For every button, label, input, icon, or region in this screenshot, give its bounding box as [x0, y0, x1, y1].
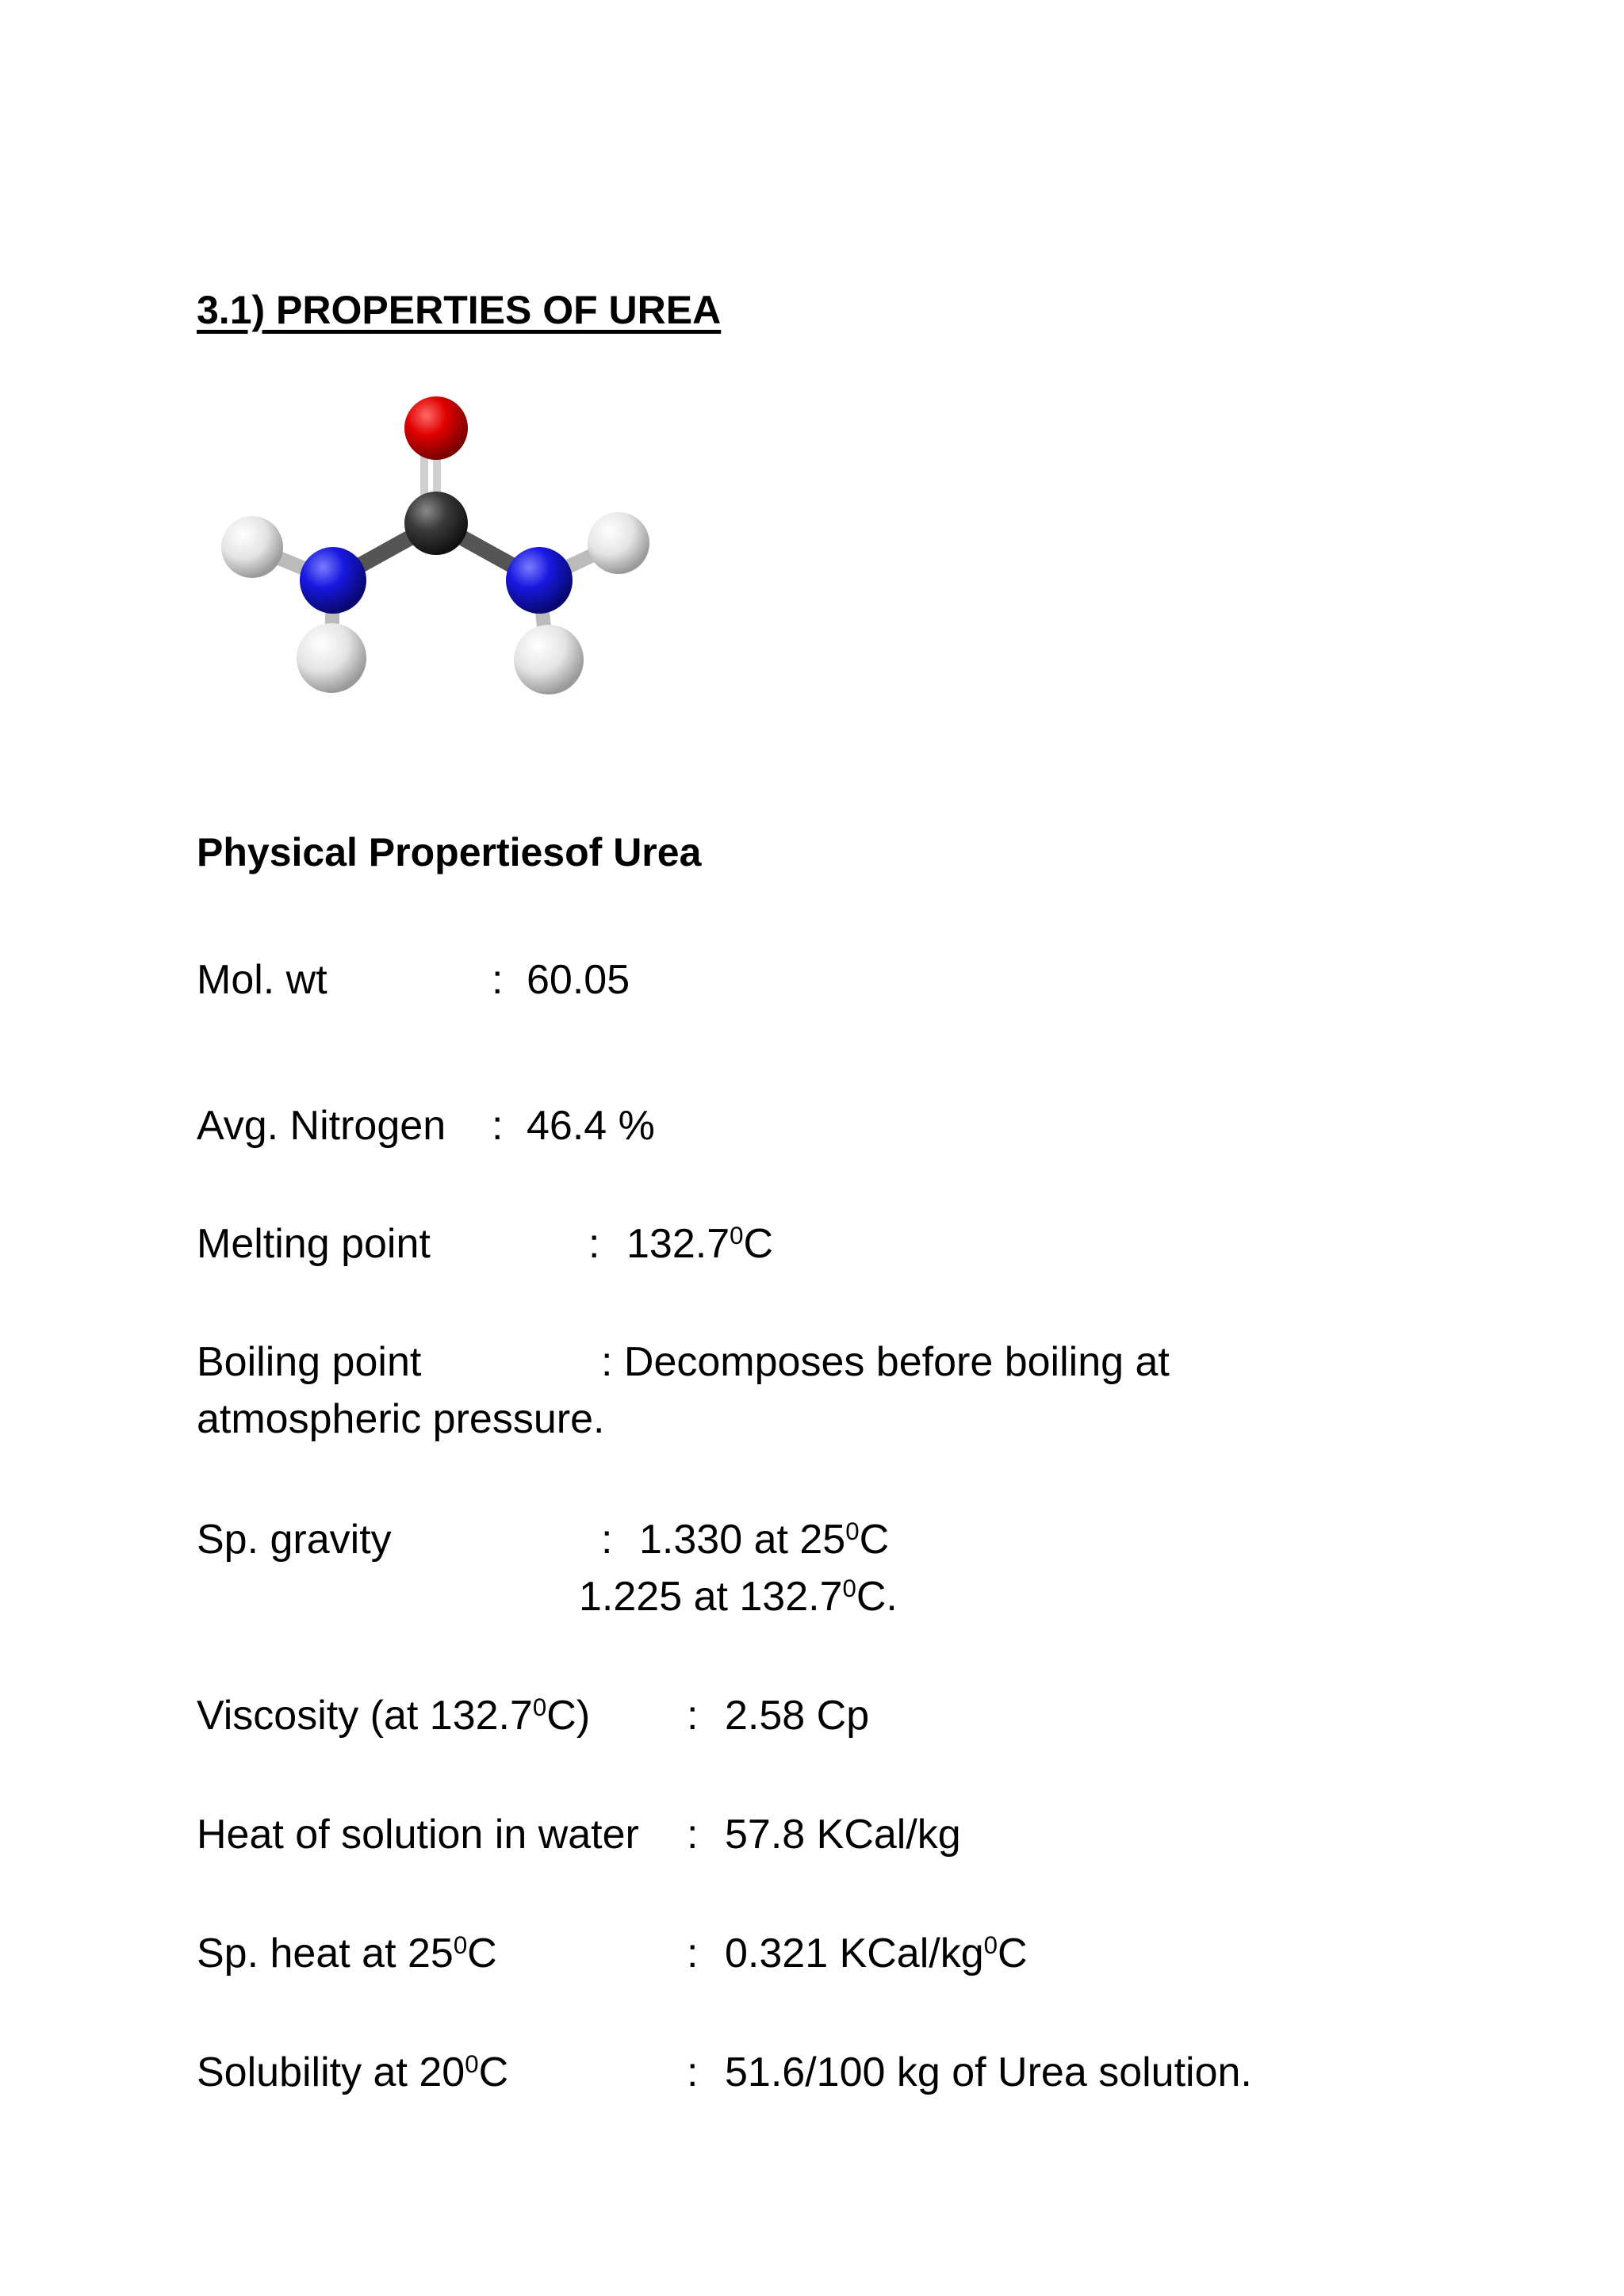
hydrogen-atom: [514, 625, 584, 695]
row-value: 51.6/100 kg of Urea solution.: [725, 2049, 1252, 2095]
nitrogen-atom: [300, 547, 366, 614]
row-colon: :: [687, 1931, 699, 1976]
section-heading: 3.1) PROPERTIES OF UREA: [197, 288, 722, 332]
oxygen-atom: [404, 396, 468, 460]
row-label: Viscosity (at 132.7$^0$C): [197, 1693, 591, 1739]
row-colon: :: [687, 2049, 699, 2095]
hydrogen-atom: [221, 516, 283, 578]
nitrogen-atom: [506, 547, 573, 614]
row-colon: :: [588, 1221, 600, 1267]
row-colon: :: [492, 1103, 504, 1149]
row-label: Sp. gravity: [197, 1517, 392, 1563]
row-value: 0.321 KCal/$kg^0C$: [725, 1931, 1028, 1976]
row-value: 1.330 at $25^0C$: [639, 1517, 890, 1563]
row-label: Solubility at $20^0C$: [197, 2049, 509, 2095]
row-label: Melting point: [197, 1221, 431, 1267]
row-label: Heat of solution in water: [197, 1812, 639, 1858]
hydrogen-atom: [588, 512, 649, 574]
row-value-continued: atmospheric pressure.: [197, 1396, 605, 1442]
row-value: 60.05: [527, 957, 630, 1003]
subheading: Physical Propertiesof Urea: [197, 830, 702, 874]
row-value: : Decomposes before boiling at: [601, 1339, 1170, 1385]
row-colon: :: [492, 957, 504, 1003]
row-label: Mol. wt: [197, 957, 327, 1003]
row-label: Sp. heat at $25^0C$: [197, 1931, 497, 1976]
row-value: 46.4 %: [527, 1103, 655, 1149]
carbon-atom: [404, 492, 468, 555]
urea-molecule-image: [198, 381, 674, 714]
row-value: 2.58 Cp: [725, 1693, 870, 1739]
row-value-second: 1.225 at 132.7$^0$C.: [579, 1574, 898, 1620]
row-label: Boiling point: [197, 1339, 422, 1385]
row-colon: :: [601, 1517, 613, 1563]
row-label: Avg. Nitrogen: [197, 1103, 446, 1149]
hydrogen-atom: [297, 623, 366, 693]
row-value: 57.8 KCal/kg: [725, 1812, 961, 1858]
row-value: 132.7$^0$C: [626, 1221, 774, 1267]
row-colon: :: [687, 1812, 699, 1858]
row-colon: :: [687, 1693, 699, 1739]
